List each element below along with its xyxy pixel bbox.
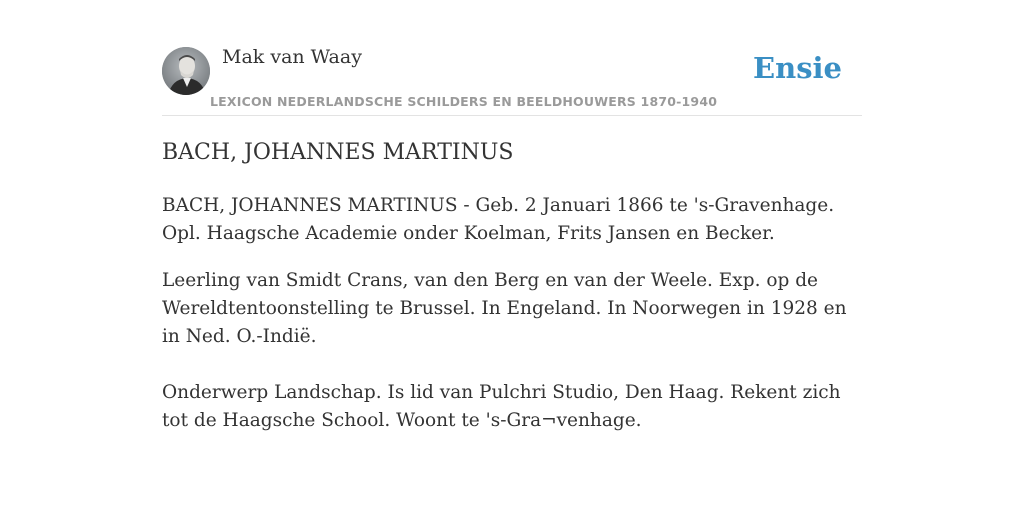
entry-paragraph: Leerling van Smidt Crans, van den Berg en van der Weele. Exp. op de Wereldtentoonstelling te Brussel. In Engeland. In Noorwegen in 1928 en in Ned. O.-Indië. (162, 270, 847, 347)
header (162, 0, 862, 116)
entry-paragraph: BACH, JOHANNES MARTINUS - Geb. 2 Januari 1866 te 's-Gravenhage. Opl. Haagsche Academie onder Koelman, Frits Jansen en Becker. (162, 195, 835, 244)
page (162, 0, 862, 512)
author-avatar[interactable] (162, 47, 210, 95)
entry-body (162, 192, 862, 454)
portrait-avatar-icon (162, 47, 210, 95)
entry-paragraph: Onderwerp Landschap. Is lid van Pulchri Studio, Den Haag. Rekent zich tot de Haagsche School. Woont te 's-Gra¬venhage. (162, 382, 841, 431)
entry-title: BACH, JOHANNES MARTINUS (162, 140, 514, 165)
collection-title[interactable]: LEXICON NEDERLANDSCHE SCHILDERS EN BEELDHOUWERS 1870-1940 (210, 94, 718, 109)
ensie-logo[interactable]: Ensie (753, 51, 842, 85)
author-name[interactable]: Mak van Waay (222, 46, 362, 68)
